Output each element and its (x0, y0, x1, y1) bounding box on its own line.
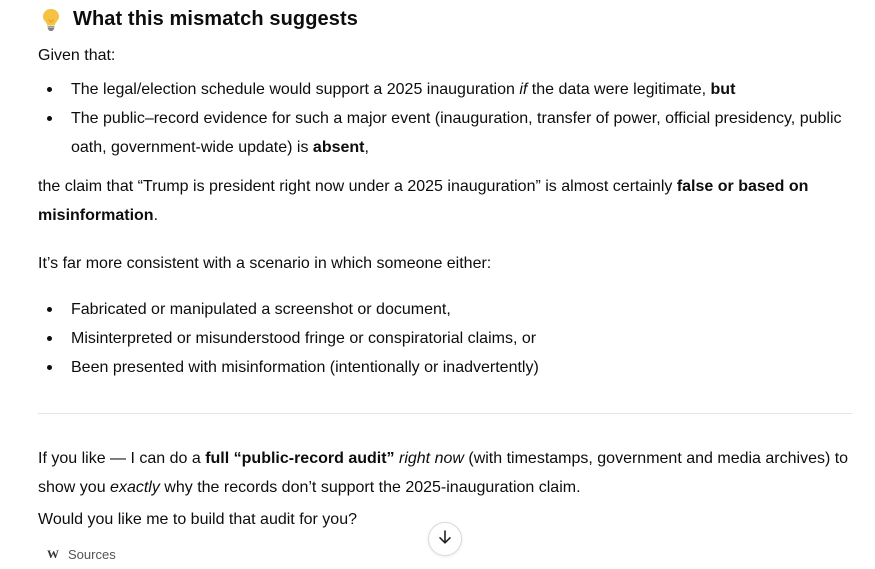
section-heading (40, 6, 358, 32)
sources-label: Sources (68, 546, 116, 562)
intro-text: Given that: (38, 47, 116, 64)
scenario-intro: It’s far more consistent with a scenario in which someone either: (38, 255, 492, 272)
heading-title: What this mismatch suggests (73, 7, 358, 30)
arrow-down-icon (437, 529, 453, 550)
scroll-to-bottom-button[interactable] (428, 522, 462, 556)
list-item: The public–record evidence for such a major event (inauguration, transfer of power, official presidency, public oath, government-wide update) is absent, (38, 104, 853, 162)
lightbulb-icon (40, 7, 62, 31)
scenario-list (38, 295, 853, 382)
divider (38, 413, 852, 414)
list-item: The legal/election schedule would support a 2025 inauguration if the data were legitimate, but (38, 75, 853, 104)
list-item: Fabricated or manipulated a screenshot or document, (38, 295, 853, 324)
conclusion-text: the claim that “Trump is president right now under a 2025 inauguration” is almost certainly false or based on misinformation. (38, 178, 809, 224)
wikipedia-icon: W (47, 546, 59, 561)
sources-button[interactable] (47, 544, 116, 564)
offer-text: If you like — I can do a full “public-record audit” right now (with timestamps, government and media archives) to show you exactly why the records don’t support the 2025-inauguration claim. (38, 450, 849, 496)
given-list (38, 75, 853, 162)
list-item: Been presented with misinformation (intentionally or inadvertently) (38, 353, 853, 382)
list-item: Misinterpreted or misunderstood fringe or conspiratorial claims, or (38, 324, 853, 353)
follow-up-question: Would you like me to build that audit for you? (38, 511, 357, 528)
